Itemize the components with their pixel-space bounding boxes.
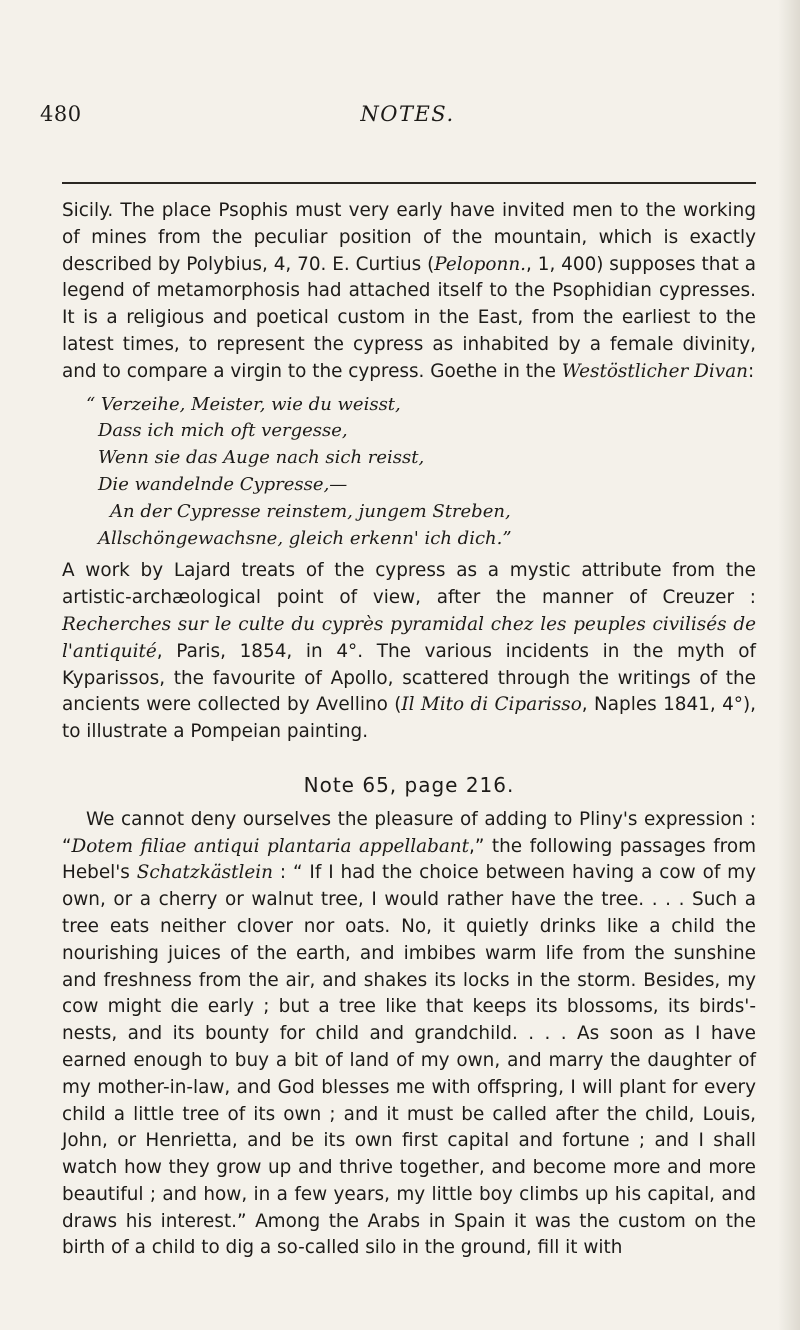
page-header: [40, 102, 775, 142]
poem-line: Die wandelnde Cypresse,—: [98, 473, 348, 495]
poem-line: “ Verzeihe, Meister, wie du weisst,: [86, 393, 401, 415]
note-heading: Note 65, page 216.: [303, 772, 515, 797]
poem-line: Allschöngewachsne, gleich erkenn' ich dich.”: [98, 527, 512, 549]
paragraph-sicily: Sicily. The place Psophis must very early have invited men to the working of mines from the peculiar position of the mountain, which is exactly described by Polybius, 4, 70. E. Curtius (Peloponn., 1, 400) supposes that a legend of metamorphosis had attached itself to the Psophidian cypresses. It is a religious and poetical custom in the East, from the earliest to the latest times, to represent the cypress as inhabited by a female divinity, and to compare a virgin to the cypress. Goethe in the Westöstlicher Divan:: [62, 200, 756, 382]
page-number: 480: [40, 102, 82, 126]
page-edge-shadow: [778, 0, 800, 1330]
poem-line: Wenn sie das Auge nach sich reisst,: [98, 447, 425, 469]
paragraph-hebel: We cannot deny ourselves the pleasure of adding to Pliny's expression : “Dotem filiae antiqui plantaria appellabant,” the following passages from Hebel's Schatzkästlein : “ If I had the choice between having a cow of my own, or a cherry or walnut tree, I would rather have the tree. . . . Such a tree eats neither clover nor oats. No, it quietly drinks like a child the nourishing juices of the earth, and imbibes warm life from the sunshine and freshness from the air, and shakes its locks in the storm. Besides, my cow might die early ; but a tree like that keeps its blossoms, its birds'-nests, and its bounty for child and grandchild. . . . As soon as I have earned enough to buy a bit of land of my own, and marry the daughter of my mother-in-law, and God blesses me with offspring, I will plant for every child a little tree of its own ; and it must be called after the child, Louis, John, or Henrietta, and be its own first capital and fortune ; and I shall watch how they grow up and thrive together, and become more and more beautiful ; and how, in a few years, my little boy climbs up his capital, and draws his interest.” Among the Arabs in Spain it was the custom on the birth of a child to dig a so-called silo in the ground, fill it with: [62, 808, 756, 1259]
header-rule: [62, 182, 756, 184]
poem-line: An der Cypresse reinstem, jungem Streben,: [110, 500, 511, 522]
goethe-poem: [62, 392, 756, 553]
poem-line: Dass ich mich oft vergesse,: [98, 420, 348, 442]
body-text: [62, 198, 756, 1262]
running-head: NOTES.: [360, 102, 455, 126]
paragraph-lajard: A work by Lajard treats of the cypress as a mystic attribute from the artistic-archæological point of view, after the manner of Creuzer : Recherches sur le culte du cyprès pyramidal chez les peuples civilisés de l'antiquité, Paris, 1854, in 4°. The various incidents in the myth of Kyparissos, the favourite of Apollo, scattered through the writings of the ancients were collected by Avellino (Il Mito di Ciparisso, Naples 1841, 4°), to illustrate a Pompeian painting.: [62, 560, 756, 743]
